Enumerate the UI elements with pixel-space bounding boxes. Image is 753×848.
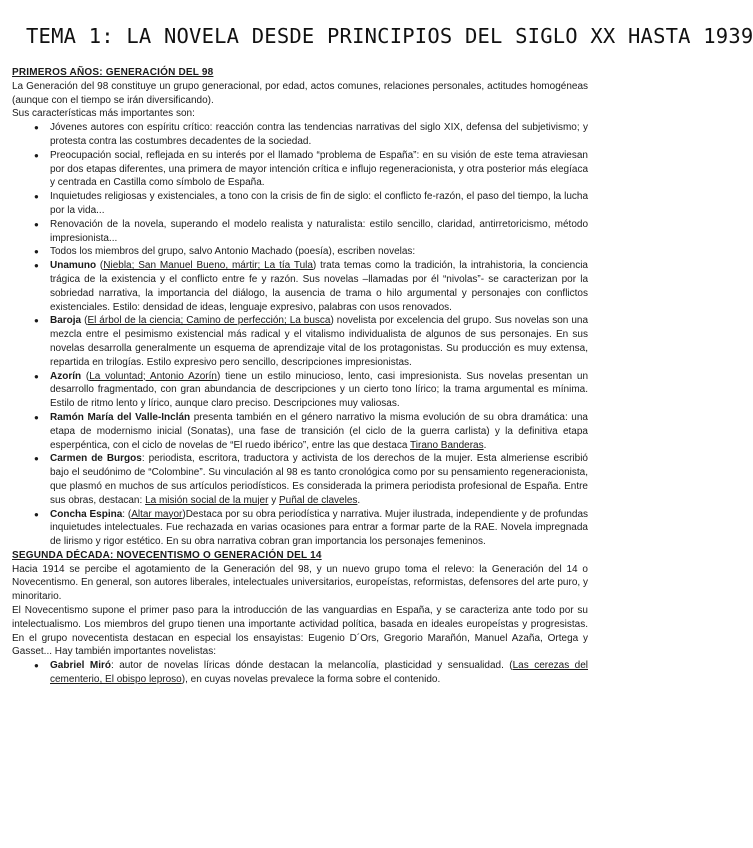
- author-item-valle-inclan: [34, 411, 588, 452]
- author-item-gabriel-miro: [34, 659, 588, 687]
- section-heading-novecentismo: SEGUNDA DÉCADA: NOVECENTISMO O GENERACIÓN DEL 14: [12, 549, 322, 561]
- author-text: ) trata temas como la tradición, la intrahistoria, la conciencia trágica de la existencia y el conflicto entre fe y razón. Sus novelas –llamadas por él “nivolas”- se caracterizan por la sobriedad narrativa, la importancia del diálogo, la ausencia de trama o hilo argumental y personajes con conflictos existenciales. Estilo: densidad de ideas, lenguaje expresivo, palabras con usos renovados.: [50, 260, 588, 313]
- author-works: Niebla; San Manuel Bueno, mártir; La tía Tula: [103, 260, 313, 272]
- author-text: ) novelista por excelencia del grupo. Sus novelas son una mezcla entre el pesimismo existencial más radical y el vitalismo individualista de algunos de sus personajes. En sus novelas desarrolla generalmente un esquema de aprendizaje vital de los protagonistas. Su producción es muy extensa, repartida en trilogías. Estilo expresivo pero sencillo, descripciones impresionistas.: [50, 315, 589, 368]
- author-text: (: [81, 370, 90, 382]
- author-text: : autor de novelas líricas dónde destacan la melancolía, plasticidad y sensualidad. (: [111, 660, 513, 672]
- author-item-concha-espina: [34, 508, 588, 549]
- author-text: ), en cuyas novelas prevalece la forma sobre el contenido.: [181, 674, 441, 686]
- list-item: [34, 149, 588, 190]
- author-text: (: [96, 260, 104, 272]
- author-name: Carmen de Burgos: [50, 453, 142, 465]
- novelists-list: [12, 659, 588, 687]
- author-works: La misión social de la mujer: [145, 494, 269, 506]
- list-item: [34, 121, 588, 149]
- list-item-text: Preocupación social, reflejada en su interés por el llamado “problema de España”: en su visión de este tema atraviesan por dos etapas diferentes, una primera de mayor intención crítica e influjo regeneracionista, y otra posterior más elegíaca y centrada en Castilla como símbolo de España.: [50, 149, 588, 189]
- author-item-carmen-de-burgos: [34, 452, 588, 507]
- author-item-unamuno: [34, 259, 588, 314]
- document-body: [12, 66, 588, 687]
- author-text: ) tiene un estilo minucioso, lento, casi impresionista. Sus novelas presentan un desarrollo fragmentado, con gran abundancia de descripciones y un cierto tono lírico; la trama argumental es mínima. Estilo de ritmo lento y lírico, aunque claro preciso. Descripciones muy valiosas.: [50, 370, 589, 410]
- paragraph-novecentismo-2: El Novecentismo supone el primer paso para la introducción de las vanguardias en España, y se caracteriza ante todo por su intelectualismo. Los miembros del grupo tienen una importante actividad política, basada en ideales europeístas y progresistas. En el grupo novecentista destacan en especial los ensayistas: Eugenio D´Ors, Gregorio Marañón, Manuel Azaña, Ortega y Gasset... Hay también importantes novelistas:: [12, 605, 588, 658]
- author-text: : (: [122, 508, 132, 520]
- author-text: (: [81, 315, 88, 327]
- author-item-baroja: [34, 314, 588, 369]
- section-heading-generacion-98: PRIMEROS AÑOS: GENERACIÓN DEL 98: [12, 67, 214, 78]
- list-item: [34, 245, 588, 259]
- author-works: El árbol de la ciencia; Camino de perfección; La busca: [87, 315, 331, 327]
- author-works: La voluntad; Antonio Azorín: [89, 370, 217, 382]
- author-text: .: [483, 439, 487, 451]
- paragraph-intro: La Generación del 98 constituye un grupo generacional, por edad, actos comunes, relaciones personales, actitudes homogéneas (aunque con el tiempo se irán diversificando).: [12, 80, 588, 106]
- author-item-azorin: [34, 370, 588, 411]
- paragraph-lead: Sus características más importantes son:: [12, 108, 195, 120]
- paragraph-novecentismo-1: Hacia 1914 se percibe el agotamiento de la Generación del 98, y un nuevo grupo toma el relevo: la Generación del 14 o Novecentismo. En general, son autores liberales, intelectuales universitarios, europeístas, reformistas, defensores del arte puro, y minoritario.: [12, 563, 588, 603]
- author-works: Puñal de claveles: [279, 494, 358, 506]
- author-works: Tirano Banderas: [410, 439, 484, 451]
- list-item-text: Todos los miembros del grupo, salvo Antonio Machado (poesía), escriben novelas:: [50, 246, 416, 258]
- page-title: TEMA 1: LA NOVELA DESDE PRINCIPIOS DEL SIGLO XX HASTA 1939: [26, 24, 753, 48]
- author-name: Gabriel Miró: [50, 660, 112, 672]
- list-item-text: Jóvenes autores con espíritu crítico: reacción contra las tendencias narrativas del siglo XIX, defensa del subjetivismo; y protesta contra las costumbres decadentes de la sociedad.: [50, 122, 588, 147]
- characteristics-list: [12, 121, 588, 549]
- author-text: .: [357, 494, 361, 506]
- author-text: presenta también en el género narrativo la misma evolución de su obra dramática: una etapa de modernismo inicial (Sonatas), una fase de transición (el ciclo de la guerra carlista) y la definitiva etapa esperpéntica, con el ciclo de novelas de “El ruedo ibérico”, entre las que destaca: [50, 411, 588, 451]
- author-text: )Destaca por su obra periodística y narrativa. Mujer ilustrada, independiente y de profundas inquietudes intelectuales. Fue rechazada en varias ocasiones para entrar a formar parte de la RAE. Novela impregnada de lirismo y rigor estético. En su obra narrativa cobran gran importancia los personajes femeninos.: [50, 508, 588, 548]
- author-name: Ramón María del Valle-Inclán: [50, 411, 191, 423]
- author-text: : periodista, escritora, traductora y activista de los derechos de la mujer. Esta almeriense escribió bajo el seudónimo de “Colombine”. Su vinculación al 98 es tanto cronológica como por su pensamiento regeneracionista, que plasmó en muchos de sus artículos periodísticos. Es considerada la primera periodista profesional de España. Entre sus obras, destacan:: [50, 453, 588, 506]
- list-item-text: Inquietudes religiosas y existenciales, a tono con la crisis de fin de siglo: el conflicto fe-razón, el paso del tiempo, la lucha por la vida...: [50, 191, 588, 216]
- list-item: [34, 218, 588, 246]
- author-works: Altar mayor: [131, 508, 183, 520]
- author-name: Unamuno: [50, 260, 97, 272]
- author-text: y: [268, 494, 280, 506]
- list-item: [34, 190, 588, 218]
- author-works: Las cerezas del cementerio, El obispo leproso: [50, 660, 588, 686]
- list-item-text: Renovación de la novela, superando el modelo realista y naturalista: estilo sencillo, claridad, antirretoricismo, método impresionista...: [50, 218, 588, 244]
- author-name: Baroja: [50, 315, 82, 327]
- author-name: Concha Espina: [50, 508, 123, 520]
- author-name: Azorín: [50, 370, 82, 382]
